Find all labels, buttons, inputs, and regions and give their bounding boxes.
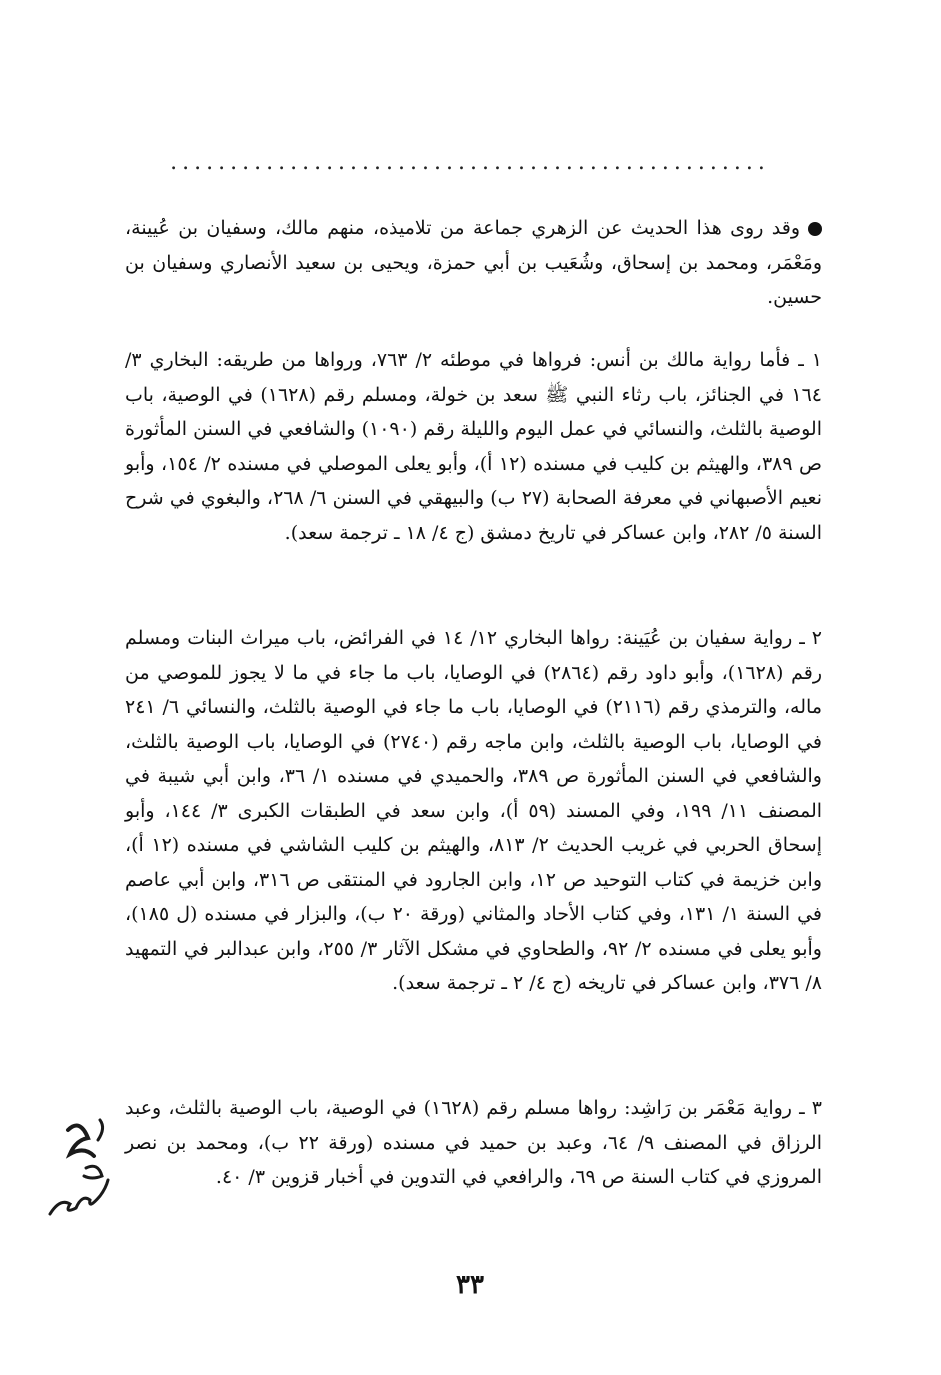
handwritten-annotation	[40, 1110, 120, 1230]
paragraph-malik: ١ ـ فأما رواية مالك بن أنس: فرواها في موطئه ٢/ ٧٦٣، ورواها من طريقه: البخاري ٣/ ١٦٤ في الجنائز، باب رثاء النبي ﷺ سعد بن خولة، ومسلم رقم (١٦٢٨) في الوصية، باب الوصية بالثلث، والنسائي في عمل اليوم والليلة رقم (١٠٩٠) والشافعي في السنن المأثورة ص ٣٨٩، والهيثم بن كليب في مسنده (١٢ أ)، وأبو يعلى الموصلي في مسنده ٢/ ١٥٤، وأبو نعيم الأصبهاني في معرفة الصحابة (٢٧ ب) والبيهقي في السنن ٦/ ٢٦٨، والبغوي في شرح السنة ٥/ ٢٨٢، وابن عساكر في تاريخ دمشق (ج ٤/ ١٨ ـ ترجمة سعد).	[125, 349, 822, 544]
paragraph-sufyan: ٢ ـ رواية سفيان بن عُيَينة: رواها البخاري ١٢/ ١٤ في الفرائض، باب ميراث البنات ومسلم رقم (١٦٢٨)، وأبو داود رقم (٢٨٦٤) في الوصايا، باب ما جاء في ما لا يجوز للموصي من ماله، والترمذي رقم (٢١١٦) في الوصايا، باب ما جاء في الوصية بالثلث، والنسائي ٦/ ٢٤١ في الوصايا، باب الوصية بالثلث، وابن ماجه رقم (٢٧٤٠) في الوصايا، باب الوصية بالثلث، والشافعي في السنن المأثورة ص ٣٨٩، والحميدي في مسنده ١/ ٣٦، وابن أبي شيبة في المصنف ١١/ ١٩٩، وفي المسند (٥٩ أ)، وابن سعد في الطبقات الكبرى ٣/ ١٤٤، وأبو إسحاق الحربي في غريب الحديث ٢/ ٨١٣، والهيثم بن كليب الشاشي في مسنده (١٢ أ)، وابن خزيمة في كتاب التوحيد ص ١٢، وابن الجارود في المنتقى ص ٣١٦، وابن أبي عاصم في السنة ١/ ١٣١، وفي كتاب الأحاد والمثاني (ورقة ٢٠ ب)، والبزار في مسنده (ل ١٨٥)، وأبو يعلى في مسنده ٢/ ٩٢، والطحاوي في مشكل الآثار ٣/ ٢٥٥، وابن عبدالبر في التمهيد ٨/ ٣٧٦، وابن عساكر في تاريخه (ج ٤/ ٢ ـ ترجمة سعد).	[125, 627, 823, 994]
page-number: ٣٣	[456, 1270, 484, 1300]
intro-text: وقد روى هذا الحديث عن الزهري جماعة من تلاميذه، منهم مالك، وسفيان بن عُيينة، ومَعْمَر، ومحمد بن إسحاق، وشُعَيب بن أبي حمزة، ويحيى بن سعيد الأنصاري وسفيان بن حسين.	[125, 217, 822, 308]
dotted-separator: ..................................................	[170, 150, 770, 175]
bullet-icon	[808, 222, 822, 236]
paragraph-mamar: ٣ ـ رواية مَعْمَر بن رَاشِد: رواها مسلم رقم (١٦٢٨) في الوصية، باب الوصية بالثلث، وعبد الرزاق في المصنف ٩/ ٦٤، وعبد بن حميد في مسنده (ورقة ٢٢ ب)، ومحمد بن نصر المروزي في كتاب السنة ص ٦٩، والرافعي في التدوين في أخبار قزوين ٣/ ٤٠.	[125, 1097, 822, 1188]
intro-paragraph	[125, 211, 822, 315]
